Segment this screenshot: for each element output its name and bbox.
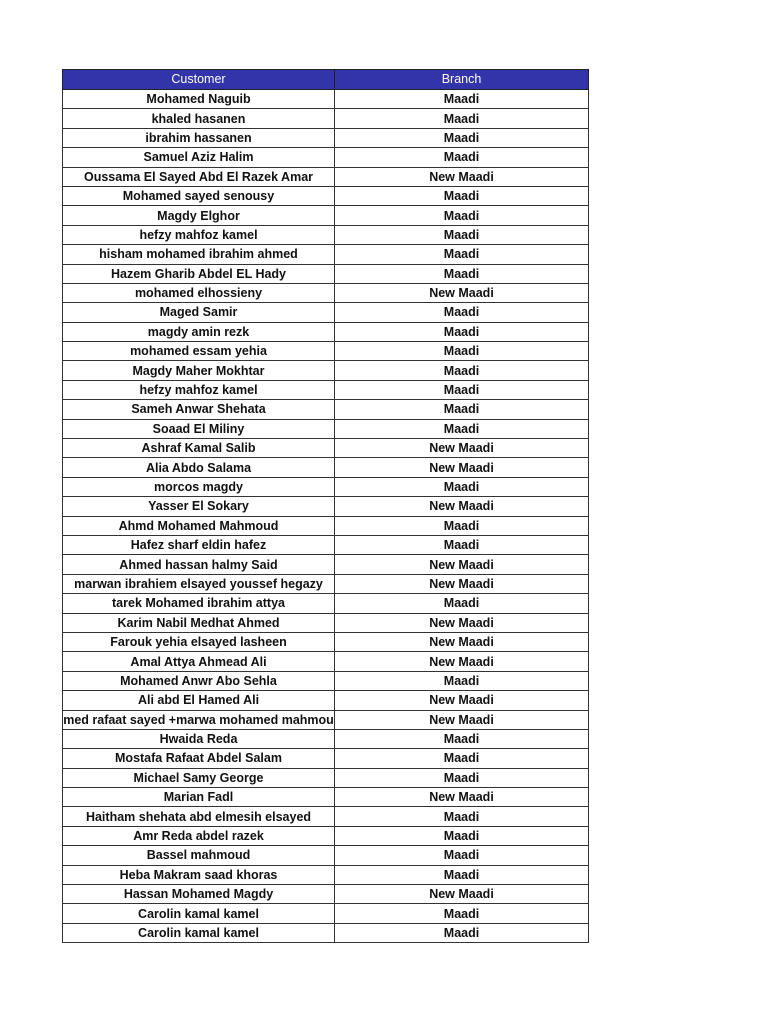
header-branch[interactable]: Branch	[335, 70, 589, 90]
table-row	[63, 671, 589, 690]
branch-cell[interactable]: New Maadi	[335, 574, 589, 593]
branch-cell[interactable]: Maadi	[335, 148, 589, 167]
table-row	[63, 303, 589, 322]
table-row	[63, 574, 589, 593]
branch-cell[interactable]: Maadi	[335, 109, 589, 128]
branch-cell[interactable]: New Maadi	[335, 439, 589, 458]
customer-cell[interactable]: mohamed elhossieny	[63, 283, 335, 302]
table-row	[63, 458, 589, 477]
customer-cell[interactable]: Ahmed hassan halmy Said	[63, 555, 335, 574]
branch-cell[interactable]: Maadi	[335, 807, 589, 826]
branch-cell[interactable]: Maadi	[335, 749, 589, 768]
table-row	[63, 788, 589, 807]
customer-cell[interactable]: hisham mohamed ibrahim ahmed	[63, 245, 335, 264]
table-row	[63, 109, 589, 128]
table-row	[63, 128, 589, 147]
table-row	[63, 439, 589, 458]
table-row	[63, 283, 589, 302]
table-row	[63, 322, 589, 341]
branch-cell[interactable]: Maadi	[335, 535, 589, 554]
branch-cell[interactable]: Maadi	[335, 419, 589, 438]
table-row	[63, 652, 589, 671]
customer-cell[interactable]: Alia Abdo Salama	[63, 458, 335, 477]
customer-cell[interactable]: Mohamed Naguib	[63, 90, 335, 109]
branch-cell[interactable]: New Maadi	[335, 632, 589, 651]
spreadsheet	[62, 69, 588, 943]
branch-cell[interactable]: Maadi	[335, 400, 589, 419]
branch-cell[interactable]: New Maadi	[335, 497, 589, 516]
branch-cell[interactable]: New Maadi	[335, 710, 589, 729]
branch-cell[interactable]: Maadi	[335, 342, 589, 361]
customer-cell[interactable]: Carolin kamal kamel	[63, 923, 335, 942]
branch-cell[interactable]: Maadi	[335, 322, 589, 341]
branch-cell[interactable]: Maadi	[335, 846, 589, 865]
branch-cell[interactable]: New Maadi	[335, 613, 589, 632]
table-row	[63, 807, 589, 826]
customer-cell[interactable]: marwan ibrahiem elsayed youssef hegazy	[63, 574, 335, 593]
customer-cell[interactable]: Ashraf Kamal Salib	[63, 439, 335, 458]
customer-cell[interactable]: Yasser El Sokary	[63, 497, 335, 516]
header-customer[interactable]: Customer	[63, 70, 335, 90]
customer-cell[interactable]: Maged Samir	[63, 303, 335, 322]
branch-cell[interactable]: Maadi	[335, 768, 589, 787]
customer-cell[interactable]: Farouk yehia elsayed lasheen	[63, 632, 335, 651]
branch-cell[interactable]: Maadi	[335, 904, 589, 923]
customer-cell[interactable]: Mohamed sayed senousy	[63, 186, 335, 205]
table-row	[63, 206, 589, 225]
branch-cell[interactable]: Maadi	[335, 671, 589, 690]
table-row	[63, 186, 589, 205]
customer-cell[interactable]: Samuel Aziz Halim	[63, 148, 335, 167]
table-row	[63, 361, 589, 380]
table-row	[63, 400, 589, 419]
table-row	[63, 380, 589, 399]
table-row	[63, 167, 589, 186]
customer-cell[interactable]: Magdy Maher Mokhtar	[63, 361, 335, 380]
table-row	[63, 90, 589, 109]
customer-cell[interactable]: mohamed essam yehia	[63, 342, 335, 361]
branch-cell[interactable]: Maadi	[335, 361, 589, 380]
table-row	[63, 497, 589, 516]
customer-cell[interactable]: Marian Fadl	[63, 788, 335, 807]
customer-cell[interactable]: hefzy mahfoz kamel	[63, 225, 335, 244]
table-row	[63, 477, 589, 496]
table-row	[63, 710, 589, 729]
customer-cell[interactable]: Michael Samy George	[63, 768, 335, 787]
branch-cell[interactable]: Maadi	[335, 477, 589, 496]
customer-branch-table	[62, 69, 589, 943]
customer-cell[interactable]: Mostafa Rafaat Abdel Salam	[63, 749, 335, 768]
customer-cell[interactable]: magdy amin rezk	[63, 322, 335, 341]
customer-cell[interactable]: khaled hasanen	[63, 109, 335, 128]
branch-cell[interactable]: New Maadi	[335, 652, 589, 671]
table-row	[63, 555, 589, 574]
customer-cell[interactable]: Mohamed Anwr Abo Sehla	[63, 671, 335, 690]
table-row	[63, 342, 589, 361]
table-row	[63, 148, 589, 167]
customer-cell[interactable]: Heba Makram saad khoras	[63, 865, 335, 884]
customer-cell[interactable]: Ali abd El Hamed Ali	[63, 691, 335, 710]
customer-cell[interactable]: Hafez sharf eldin hafez	[63, 535, 335, 554]
customer-cell[interactable]: Haitham shehata abd elmesih elsayed	[63, 807, 335, 826]
table-row	[63, 225, 589, 244]
table-row	[63, 904, 589, 923]
customer-cell[interactable]: Bassel mahmoud	[63, 846, 335, 865]
branch-cell[interactable]: Maadi	[335, 245, 589, 264]
table-row	[63, 691, 589, 710]
branch-cell[interactable]: New Maadi	[335, 283, 589, 302]
branch-cell[interactable]: Maadi	[335, 90, 589, 109]
customer-cell[interactable]: Soaad El Miliny	[63, 419, 335, 438]
customer-cell[interactable]: Carolin kamal kamel	[63, 904, 335, 923]
customer-cell[interactable]: ibrahim hassanen	[63, 128, 335, 147]
table-row	[63, 632, 589, 651]
table-row	[63, 535, 589, 554]
branch-cell[interactable]: New Maadi	[335, 167, 589, 186]
customer-cell[interactable]: Ahmd Mohamed Mahmoud	[63, 516, 335, 535]
customer-cell[interactable]: Amal Attya Ahmead Ali	[63, 652, 335, 671]
header-row	[63, 70, 589, 90]
branch-cell[interactable]: Maadi	[335, 303, 589, 322]
branch-cell[interactable]: Maadi	[335, 826, 589, 845]
customer-cell[interactable]: Hazem Gharib Abdel EL Hady	[63, 264, 335, 283]
branch-cell[interactable]: Maadi	[335, 128, 589, 147]
customer-cell[interactable]: Hassan Mohamed Magdy	[63, 885, 335, 904]
customer-cell[interactable]: med rafaat sayed +marwa mohamed mahmou	[63, 710, 335, 729]
branch-cell[interactable]: Maadi	[335, 225, 589, 244]
table-row	[63, 826, 589, 845]
customer-cell[interactable]: Hwaida Reda	[63, 729, 335, 748]
branch-cell[interactable]: New Maadi	[335, 885, 589, 904]
customer-cell[interactable]: Magdy Elghor	[63, 206, 335, 225]
customer-cell[interactable]: Karim Nabil Medhat Ahmed	[63, 613, 335, 632]
branch-cell[interactable]: Maadi	[335, 264, 589, 283]
branch-cell[interactable]: Maadi	[335, 516, 589, 535]
branch-cell[interactable]: Maadi	[335, 186, 589, 205]
table-row	[63, 865, 589, 884]
customer-cell[interactable]: Oussama El Sayed Abd El Razek Amar	[63, 167, 335, 186]
customer-cell[interactable]: Amr Reda abdel razek	[63, 826, 335, 845]
customer-cell[interactable]: hefzy mahfoz kamel	[63, 380, 335, 399]
branch-cell[interactable]: Maadi	[335, 380, 589, 399]
branch-cell[interactable]: New Maadi	[335, 691, 589, 710]
branch-cell[interactable]: New Maadi	[335, 555, 589, 574]
table-row	[63, 729, 589, 748]
table-row	[63, 613, 589, 632]
table-row	[63, 923, 589, 942]
branch-cell[interactable]: Maadi	[335, 206, 589, 225]
table-row	[63, 245, 589, 264]
table-body	[63, 90, 589, 943]
customer-cell[interactable]: tarek Mohamed ibrahim attya	[63, 594, 335, 613]
branch-cell[interactable]: Maadi	[335, 865, 589, 884]
branch-cell[interactable]: New Maadi	[335, 458, 589, 477]
table-row	[63, 768, 589, 787]
table-row	[63, 846, 589, 865]
table-row	[63, 594, 589, 613]
branch-cell[interactable]: Maadi	[335, 594, 589, 613]
table-row	[63, 419, 589, 438]
table-row	[63, 885, 589, 904]
branch-cell[interactable]: Maadi	[335, 923, 589, 942]
customer-cell[interactable]: morcos magdy	[63, 477, 335, 496]
branch-cell[interactable]: Maadi	[335, 729, 589, 748]
table-row	[63, 516, 589, 535]
branch-cell[interactable]: New Maadi	[335, 788, 589, 807]
table-row	[63, 749, 589, 768]
table-row	[63, 264, 589, 283]
customer-cell[interactable]: Sameh Anwar Shehata	[63, 400, 335, 419]
